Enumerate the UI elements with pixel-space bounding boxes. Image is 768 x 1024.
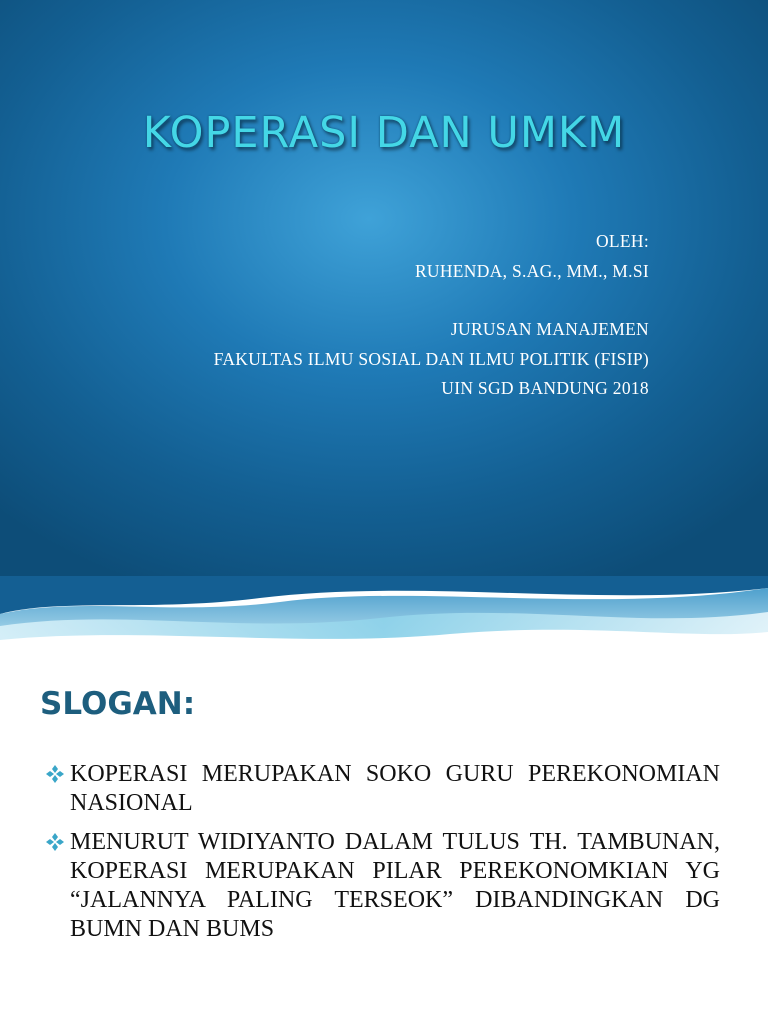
subtitle-spacer <box>214 286 649 315</box>
slide-heading: SLOGAN: <box>40 686 196 722</box>
subtitle-line: RUHENDA, S.AG., MM., M.SI <box>414 260 649 281</box>
diamond-bullet-icon <box>44 831 66 853</box>
bullet-item <box>44 828 720 944</box>
subtitle-line: FAKULTAS ILMU SOSIAL DAN ILMU POLITIK (FISIP) <box>213 348 649 369</box>
bullet-item <box>44 760 720 818</box>
diamond-bullet-icon <box>44 763 66 785</box>
subtitle-line: JURUSAN MANAJEMEN <box>450 319 649 339</box>
author-block <box>214 227 649 404</box>
bullet-list <box>44 760 720 954</box>
subtitle-line: OLEH: <box>595 231 649 251</box>
bullet-text: MENURUT WIDIYANTO DALAM TULUS TH. TAMBUNAN, KOPERASI MERUPAKAN PILAR PEREKONOMKIAN YG “JALANNYA PALING TERSEOK” DIBANDINGKAN DG BUMN DAN BUMS <box>70 829 720 942</box>
slide-title: KOPERASI DAN UMKM <box>142 108 626 158</box>
content-slide <box>0 576 768 1024</box>
subtitle-line: UIN SGD BANDUNG 2018 <box>441 378 649 398</box>
bullet-text: KOPERASI MERUPAKAN SOKO GURU PEREKONOMIAN NASIONAL <box>70 761 720 816</box>
